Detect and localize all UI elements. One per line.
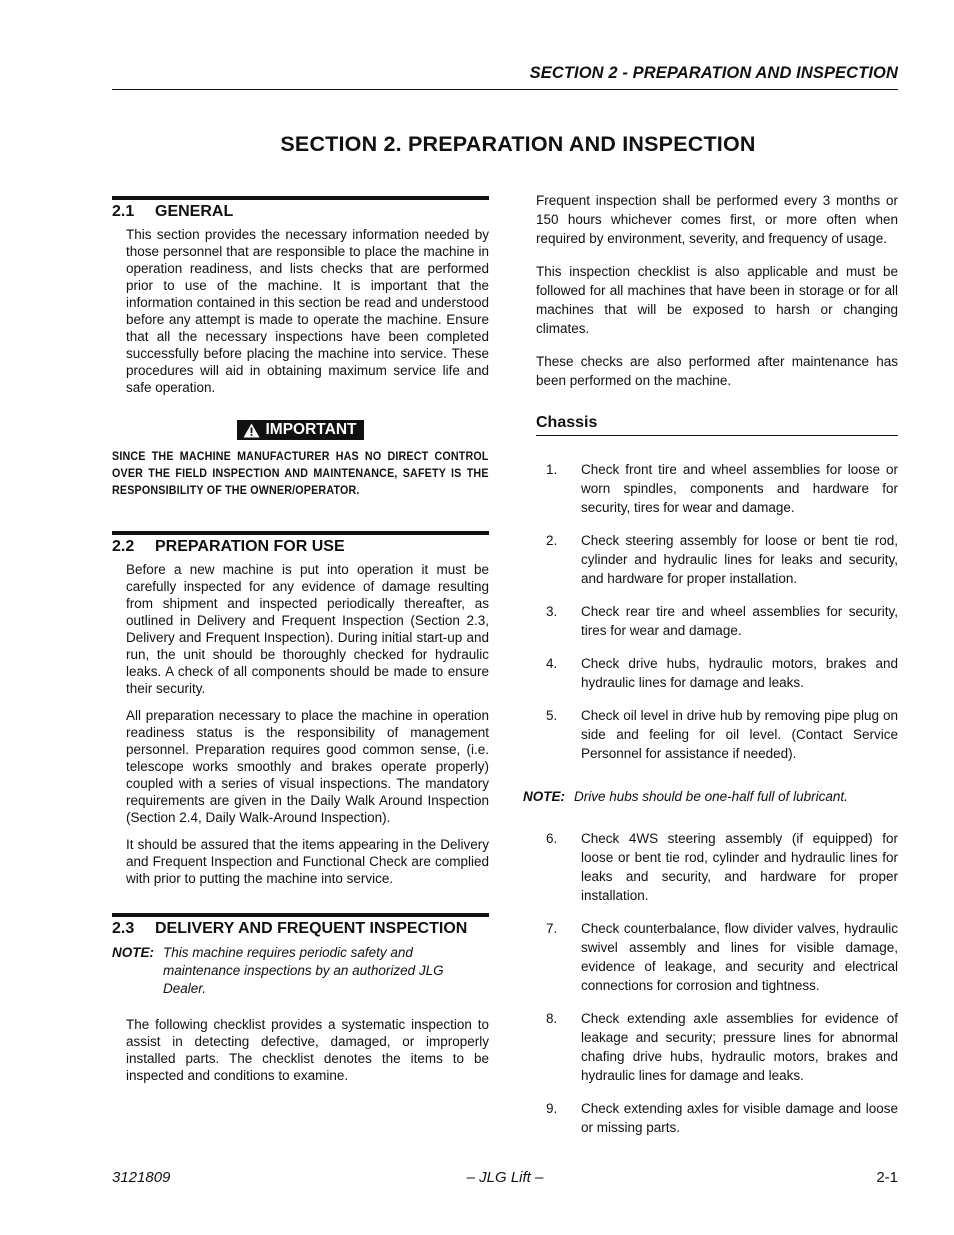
section-number: 2.3 xyxy=(112,919,135,937)
item-text: Check oil level in drive hub by removing pipe plug on side and feeling for oil level. (Contact Service Personnel for assistance if needed). xyxy=(581,708,898,761)
note-text: This machine requires periodic safety and maintenance inspections by an authorized JLG Dealer. xyxy=(163,944,444,996)
lubricant-note xyxy=(523,788,903,806)
item-text: Check drive hubs, hydraulic motors, brakes and hydraulic lines for damage and leaks. xyxy=(581,656,898,690)
section-rule xyxy=(112,531,489,535)
item-number: 6. xyxy=(546,831,558,846)
prep-paragraph-2: All preparation necessary to place the machine in operation readiness status is the responsibility of management personnel. Preparation requires good common sense, (i.e. telescope works smoothly and brakes operate properly) coupled with a series of visual inspections. The mandatory requirements are given in the Daily Walk Around Inspection (Section 2.4, Daily Walk-Around Inspection). xyxy=(126,707,489,825)
section-heading-delivery xyxy=(112,920,489,938)
item-text: Check extending axles for visible damage and loose or missing parts. xyxy=(581,1101,898,1135)
list-item xyxy=(536,531,898,588)
list-item xyxy=(536,654,898,692)
list-item xyxy=(536,1009,898,1085)
item-number: 3. xyxy=(546,604,558,619)
document-number: 3121809 xyxy=(112,1169,171,1186)
right-column xyxy=(536,191,898,777)
section-heading-general xyxy=(112,203,489,221)
running-header: SECTION 2 - PREPARATION AND INSPECTION xyxy=(529,64,898,82)
page-title: SECTION 2. PREPARATION AND INSPECTION xyxy=(280,132,756,156)
prep-paragraph-1: Before a new machine is put into operation it must be carefully inspected for any evidence of damage resulting from shipment and inspected periodically thereafter, as outlined in Delivery and Frequent Inspection (Section 2.3, Delivery and Frequent Inspection). During initial start-up and run, the unit should be thoroughly checked for hydraulic leaks. A check of all components should be made to ensure their security. xyxy=(126,561,489,696)
item-number: 7. xyxy=(546,921,558,936)
important-callout xyxy=(112,420,489,443)
frequent-paragraph-1: Frequent inspection shall be performed every 3 months or 150 hours whichever comes first, or more often when required by environment, severity, and frequency of usage. xyxy=(536,193,898,246)
item-text: Check front tire and wheel assemblies for loose or worn spindles, components and hardware for security, tires for wear and damage. xyxy=(581,462,898,515)
section-title: GENERAL xyxy=(155,203,234,220)
item-number: 1. xyxy=(546,462,558,477)
frequent-paragraph-3: These checks are also performed after maintenance has been performed on the machine. xyxy=(536,354,898,388)
list-item xyxy=(536,460,898,517)
important-text: SINCE THE MACHINE MANUFACTURER HAS NO DIRECT CONTROL OVER THE FIELD INSPECTION AND MAINTENANCE, SAFETY IS THE RESPONSIBILITY OF THE OWNER/OPERATOR. xyxy=(112,450,489,497)
item-number: 9. xyxy=(546,1101,558,1116)
general-paragraph: This section provides the necessary information needed by those personnel that are responsible to place the machine in operation readiness, and lists checks that are performed prior to use of the machine. It is important that the information contained in this section be read and understood before any attempt is made to operate the machine. Ensure that all the necessary inspections have been completed successfully before placing the machine into service. These procedures will aid in obtaining maximum service life and safe operation. xyxy=(126,227,489,395)
chassis-checklist-b xyxy=(536,829,898,1137)
left-column xyxy=(112,196,489,1094)
item-number: 2. xyxy=(546,533,558,548)
item-text: Check rear tire and wheel assemblies for security, tires for wear and damage. xyxy=(581,604,898,638)
prep-paragraph-3: It should be assured that the items appearing in the Delivery and Frequent Inspection and Functional Check are complied with prior to putting the machine into service. xyxy=(126,836,489,886)
section-rule xyxy=(112,913,489,917)
chassis-checklist-a xyxy=(536,460,898,763)
section-number: 2.1 xyxy=(112,203,135,220)
section-title: DELIVERY AND FREQUENT INSPECTION xyxy=(155,919,468,937)
note-label: NOTE: xyxy=(523,789,565,804)
section-rule xyxy=(112,196,489,200)
right-column-lower xyxy=(536,829,898,1151)
important-label-text: IMPORTANT xyxy=(265,421,357,438)
item-text: Check counterbalance, flow divider valves, hydraulic swivel assembly and lines for visible damage, evidence of leakage, and security and electrical connections for corrosion and tightness. xyxy=(581,921,898,993)
delivery-note xyxy=(112,944,489,998)
list-item xyxy=(536,602,898,640)
header-rule xyxy=(112,89,898,90)
page-number: 2-1 xyxy=(876,1169,898,1186)
item-number: 8. xyxy=(546,1011,558,1026)
list-item xyxy=(536,1099,898,1137)
section-number: 2.2 xyxy=(112,537,135,555)
item-number: 5. xyxy=(546,708,558,723)
item-text: Check steering assembly for loose or bent tie rod, cylinder and hydraulic lines for leaks and security, and hardware for proper installation. xyxy=(581,533,898,586)
item-text: Check 4WS steering assembly (if equipped) for loose or bent tie rod, cylinder and hydraulic lines for leaks and security, and hardware for proper installation. xyxy=(581,831,898,903)
list-item xyxy=(536,829,898,905)
list-item xyxy=(536,706,898,763)
section-heading-prep xyxy=(112,538,489,556)
note-text: Drive hubs should be one-half full of lubricant. xyxy=(574,789,848,804)
chassis-heading: Chassis xyxy=(536,414,898,436)
important-label xyxy=(237,420,365,440)
list-item xyxy=(536,919,898,995)
delivery-paragraph: The following checklist provides a systematic inspection to assist in detecting defective, damaged, or improperly installed parts. The checklist denotes the items to be inspected and conditions to examine. xyxy=(126,1016,489,1083)
footer-brand: – JLG Lift – xyxy=(466,1169,544,1186)
section-title: PREPARATION FOR USE xyxy=(155,537,345,555)
warning-triangle-icon xyxy=(243,423,260,438)
frequent-paragraph-2: This inspection checklist is also applicable and must be followed for all machines that have been in storage or for all machines that will be exposed to harsh or changing climates. xyxy=(536,264,898,336)
item-text: Check extending axle assemblies for evidence of leakage and security; pressure lines for abnormal chafing drive hubs, hydraulic motors, brakes and hydraulic lines for damage and leaks. xyxy=(581,1011,898,1083)
note-label: NOTE: xyxy=(112,944,154,960)
item-number: 4. xyxy=(546,656,558,671)
